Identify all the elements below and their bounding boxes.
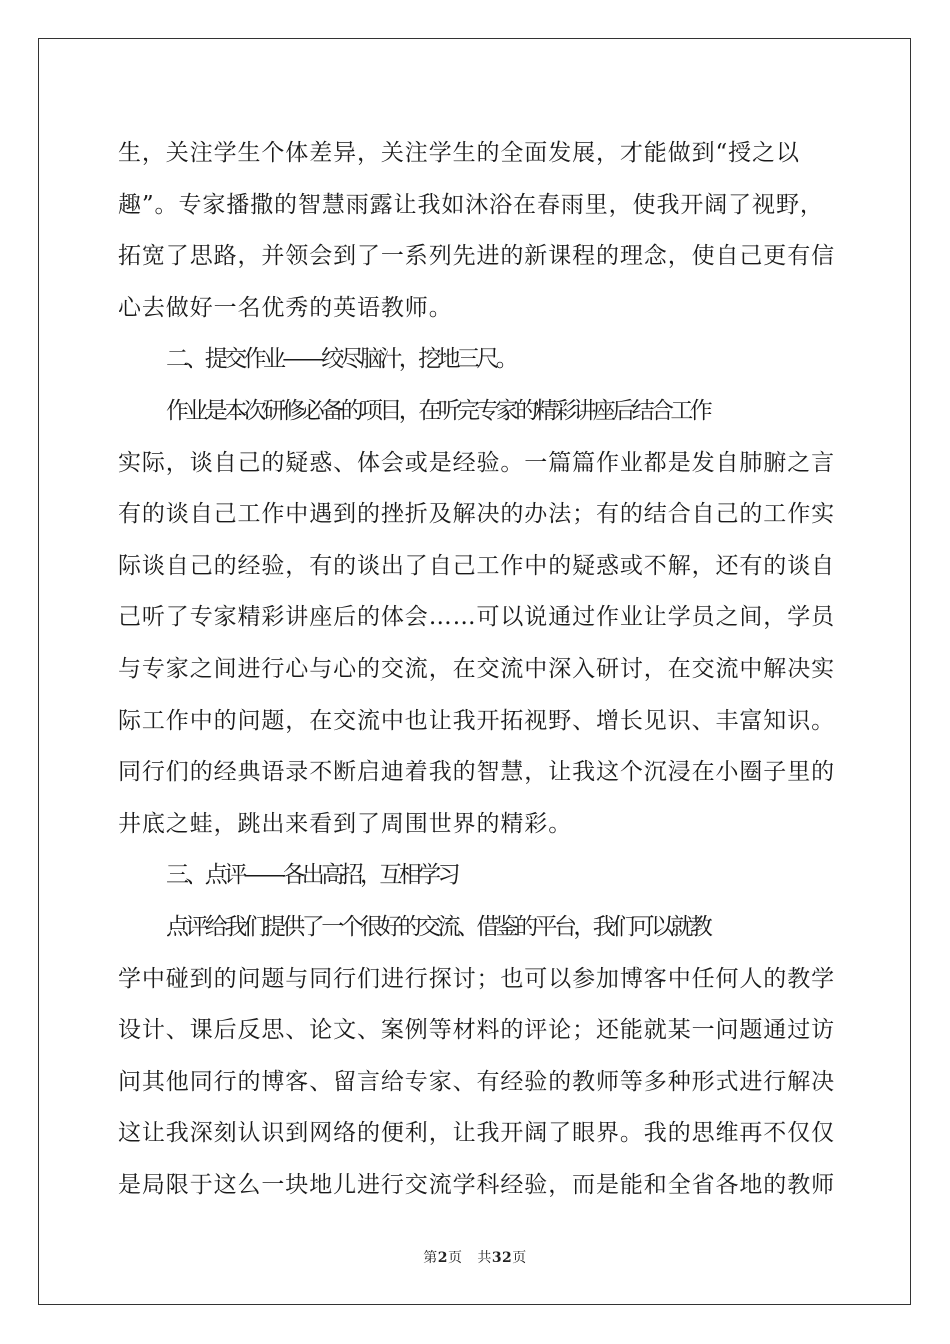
page-suffix: 页 [447, 1250, 463, 1266]
text-line: 二、提交作业——绞尽脑汁，挖地三尺。 [166, 346, 516, 373]
text-line: 拓宽了思路，并领会到了一系列先进的新课程的理念，使自己更有信 [118, 243, 835, 270]
text-line: 三、点评——各出高招，互相学习 [166, 862, 458, 889]
text-line: 与专家之间进行心与心的交流，在交流中深入研讨，在交流中解决实 [118, 655, 835, 682]
text-line: 学中碰到的问题与同行们进行探讨；也可以参加博客中任何人的教学 [118, 965, 835, 992]
text-line: 井底之蛙，跳出来看到了周围世界的精彩。 [118, 810, 573, 837]
total-pages: 32 [491, 1250, 513, 1266]
total-prefix: 共 [477, 1250, 492, 1266]
page-prefix: 第 [423, 1250, 438, 1266]
text-line: 心去做好一名优秀的英语教师。 [118, 294, 453, 321]
text-line: 际工作中的问题，在交流中也让我开拓视野、增长见识、丰富知识。 [118, 707, 835, 734]
document-body [118, 128, 838, 1211]
text-line: 是局限于这么一块地儿进行交流学科经验，而是能和全省各地的教师 [118, 1171, 835, 1198]
text-line: 作业是本次研修必备的项目，在听完专家的精彩讲座后结合工作 [166, 397, 710, 424]
text-line: 这让我深刻认识到网络的便利，让我开阔了眼界。我的思维再不仅仅 [118, 1120, 835, 1147]
text-line: 有的谈自己工作中遇到的挫折及解决的办法；有的结合自己的工作实 [118, 501, 835, 528]
text-line: 生，关注学生个体差异，关注学生的全面发展，才能做到“授之以 [118, 140, 800, 166]
text-line: 趣”。专家播撒的智慧雨露让我如沐浴在春雨里，使我开阔了视野， [118, 191, 824, 218]
text-line: 己听了专家精彩讲座后的体会……可以说通过作业让学员之间，学员 [118, 604, 835, 631]
page-number: 2 [437, 1250, 448, 1266]
text-line: 际谈自己的经验，有的谈出了自己工作中的疑惑或不解，还有的谈自 [118, 552, 835, 579]
text-line: 实际，谈自己的疑惑、体会或是经验。一篇篇作业都是发自肺腑之言 [118, 449, 835, 476]
page-footer [0, 1247, 950, 1267]
total-suffix: 页 [512, 1250, 527, 1266]
text-line: 问其他同行的博客、留言给专家、有经验的教师等多种形式进行解决 [118, 1068, 835, 1095]
text-line: 设计、课后反思、论文、案例等材料的评论；还能就某一问题通过访 [118, 1017, 835, 1044]
text-line: 点评给我们提供了一个很好的交流、借鉴的平台，我们可以就教 [166, 913, 710, 940]
text-line: 同行们的经典语录不断启迪着我的智慧，让我这个沉浸在小圈子里的 [118, 759, 835, 786]
